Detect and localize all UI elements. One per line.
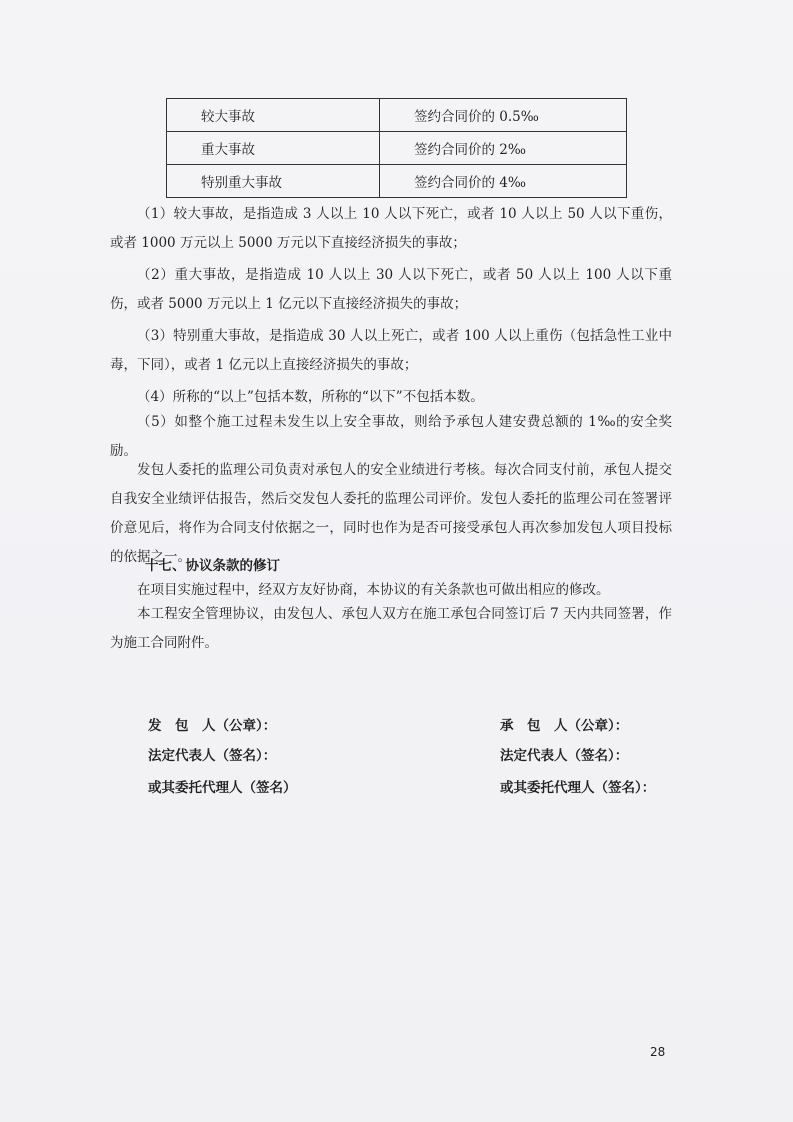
- penalty-amount-cell: 签约合同价的 2‰: [380, 132, 627, 165]
- paragraph-serious-accident: （2）重大事故，是指造成 10 人以上 30 人以下死亡，或者 50 人以上 100 人以下重伤，或者 5000 万元以上 1 亿元以下直接经济损失的事故；: [110, 267, 672, 312]
- paragraph-safety-reward: （5）如整个施工过程未发生以上安全事故，则给予承包人建安费总额的 1‰的安全奖励。: [110, 414, 672, 459]
- contractor-agent-line: 或其委托代理人（签名）：: [500, 780, 656, 796]
- employer-legal-rep-line: 法定代表人（签名）：: [148, 748, 277, 764]
- paragraph-definition-note: （4）所称的“以上”包括本数，所称的“以下”不包括本数。: [137, 389, 484, 405]
- accident-level-cell: 较大事故: [167, 99, 380, 132]
- paragraph-amendment: 在项目实施过程中，经双方友好协商，本协议的有关条款也可做出相应的修改。: [137, 582, 610, 598]
- employer-seal-line: 发 包 人（公章）：: [148, 718, 277, 734]
- contractor-legal-rep-line: 法定代表人（签名）：: [500, 748, 629, 764]
- penalty-amount-cell: 签约合同价的 0.5‰: [380, 99, 627, 132]
- table-row: [167, 99, 627, 132]
- table-row: [167, 165, 627, 198]
- section-heading-17: 十七、协议条款的修订: [145, 558, 280, 574]
- contractor-seal-line: 承 包 人（公章）：: [500, 718, 629, 734]
- paragraph-major-accident: （1）较大事故，是指造成 3 人以上 10 人以下死亡，或者 10 人以上 50 人以下重伤，或者 1000 万元以上 5000 万元以下直接经济损失的事故；: [110, 206, 672, 251]
- table-row: [167, 132, 627, 165]
- paragraph-signing: 本工程安全管理协议，由发包人、承包人双方在施工承包合同签订后 7 天内共同签署，作为施工合同附件。: [110, 606, 672, 651]
- penalty-table: [166, 98, 627, 198]
- employer-agent-line: 或其委托代理人（签名）: [148, 780, 297, 796]
- accident-level-cell: 重大事故: [167, 132, 380, 165]
- accident-level-cell: 特别重大事故: [167, 165, 380, 198]
- paragraph-especially-serious-accident: （3）特别重大事故，是指造成 30 人以上死亡，或者 100 人以上重伤（包括急性工业中毒，下同），或者 1 亿元以上直接经济损失的事故；: [110, 328, 672, 373]
- paragraph-safety-assessment: 发包人委托的监理公司负责对承包人的安全业绩进行考核。每次合同支付前，承包人提交自我安全业绩评估报告，然后交发包人委托的监理公司评价。发包人委托的监理公司在签署评价意见后，将作为合同支付依据之一，同时也作为是否可接受承包人再次参加发包人项目投标的依据之一。: [110, 462, 672, 565]
- page-number: 28: [650, 1045, 666, 1059]
- penalty-amount-cell: 签约合同价的 4‰: [380, 165, 627, 198]
